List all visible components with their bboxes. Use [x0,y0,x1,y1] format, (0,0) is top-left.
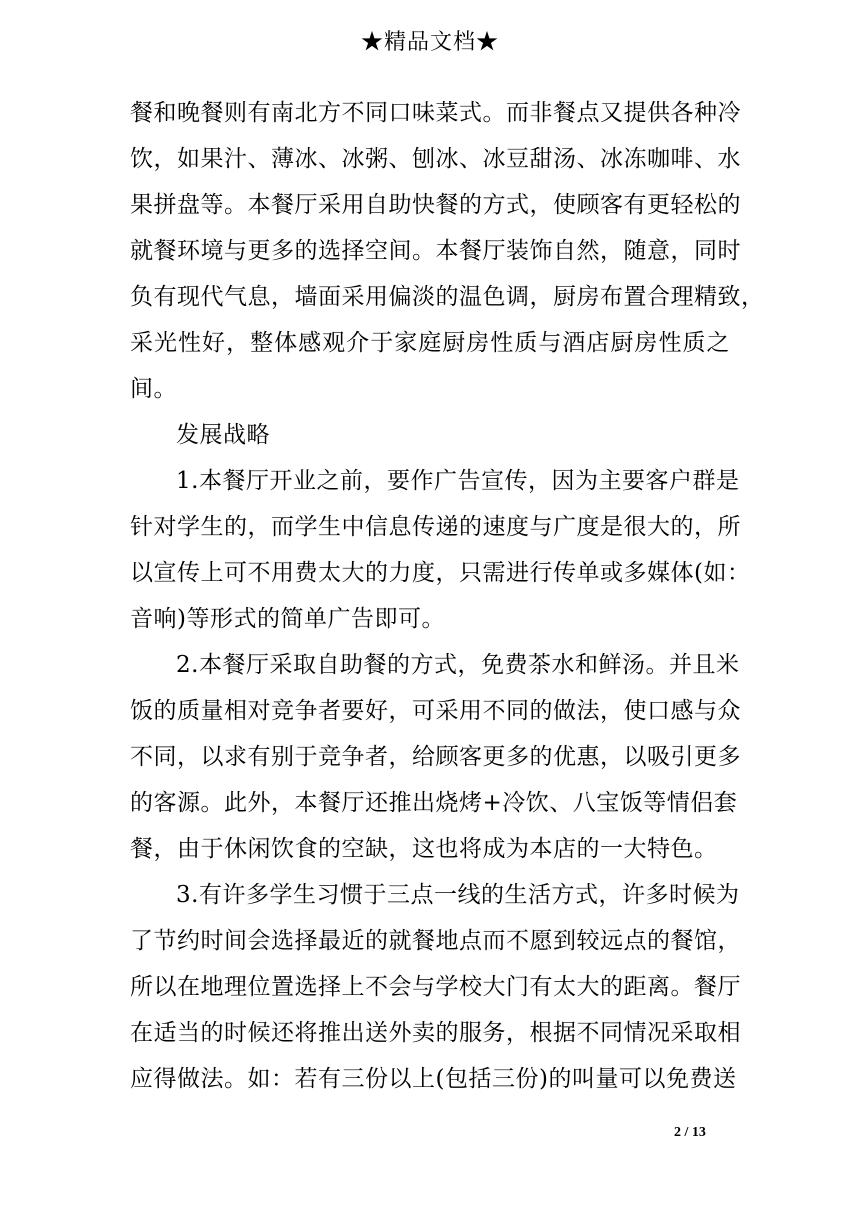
text-line: 的客源。此外，本餐厅还推出烧烤+冷饮、八宝饭等情侣套 [130,790,738,816]
paragraph-intro [130,90,765,412]
text-line: 间。 [130,376,177,402]
text-line: 应得做法。如：若有三份以上(包括三份)的叫量可以免费送 [130,1066,737,1092]
paragraph-strategy-2 [130,642,741,872]
text-line: 3.有许多学生习惯于三点一线的生活方式，许多时候为 [176,882,740,908]
text-line: 了节约时间会选择最近的就餐地点而不愿到较远点的餐馆， [130,928,741,954]
section-heading-text: 发展战略 [176,422,270,448]
document-body [130,90,765,1102]
paragraph-strategy-1 [130,458,751,642]
text-line: 在适当的时候还将推出送外卖的服务，根据不同情况采取相 [130,1020,741,1046]
text-line: 餐和晚餐则有南北方不同口味菜式。而非餐点又提供各种冷 [130,100,741,126]
text-line: 针对学生的，而学生中信息传递的速度与广度是很大的，所 [130,514,741,540]
text-line: 不同，以求有别于竞争者，给顾客更多的优惠，以吸引更多 [130,744,741,770]
section-heading [130,412,730,458]
text-line: 1.本餐厅开业之前，要作广告宣传，因为主要客户群是 [176,468,740,494]
text-line: 就餐环境与更多的选择空间。本餐厅装饰自然，随意，同时 [130,238,741,264]
text-line: 采光性好，整体感观介于家庭厨房性质与酒店厨房性质之 [130,330,730,356]
text-line: 负有现代气息，墙面采用偏淡的温色调，厨房布置合理精致， [130,284,765,310]
page-indicator: 2 / 13 [674,1125,706,1140]
text-line: 饭的质量相对竞争者要好，可采用不同的做法，使口感与众 [130,698,741,724]
text-line: 所以在地理位置选择上不会与学校大门有太大的距离。餐厅 [130,974,741,1000]
text-line: 餐，由于休闲饮食的空缺，这也将成为本店的一大特色。 [130,836,718,862]
document-header-title: ★精品文档★ [360,30,499,55]
text-line: 音响)等形式的简单广告即可。 [130,606,445,632]
text-line: 以宣传上可不用费太大的力度，只需进行传单或多媒体(如： [130,560,751,586]
text-line: 2.本餐厅采取自助餐的方式，免费茶水和鲜汤。并且米 [176,652,740,678]
text-line: 果拼盘等。本餐厅采用自助快餐的方式，使顾客有更轻松的 [130,192,741,218]
paragraph-strategy-3 [130,872,741,1102]
text-line: 饮，如果汁、薄冰、冰粥、刨冰、冰豆甜汤、冰冻咖啡、水 [130,146,741,172]
